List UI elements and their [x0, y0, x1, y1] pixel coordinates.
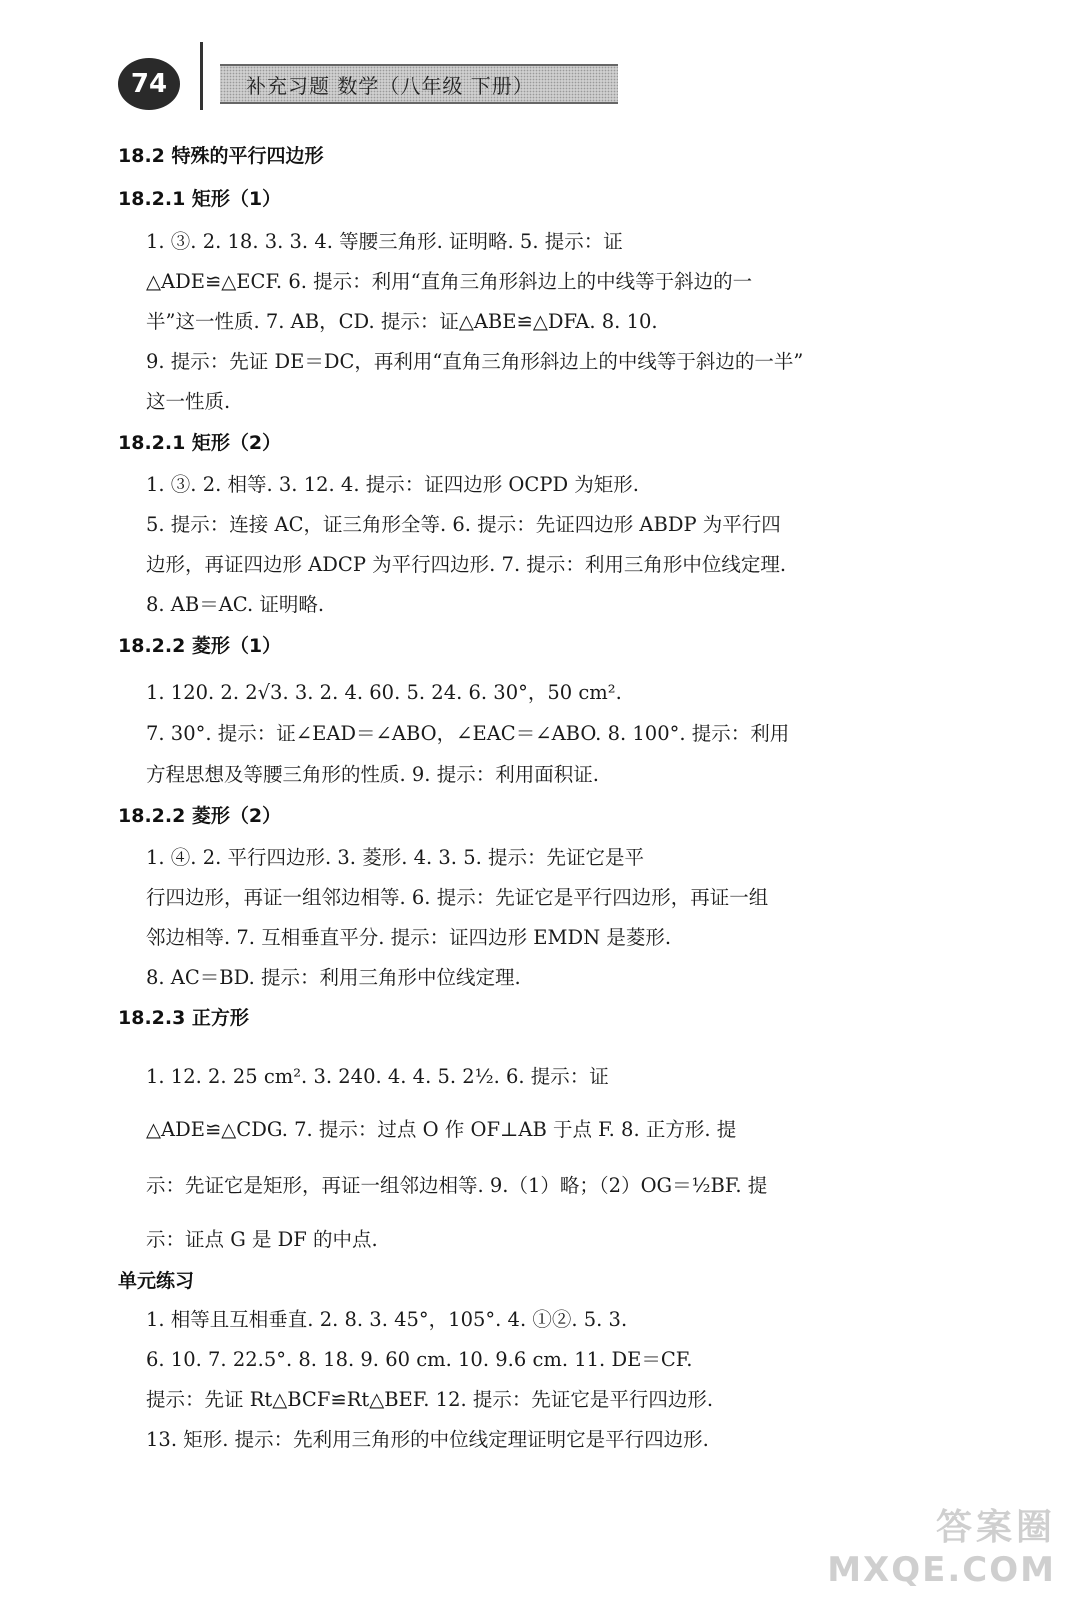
answer-line: 1. ④. 2. 平行四边形. 3. 菱形. 4. 3. 5. 提示：先证它是平: [146, 846, 645, 869]
watermark-logo-text: 答案圈: [935, 1507, 1056, 1548]
section-heading: 18.2.1 矩形（1）: [118, 188, 282, 210]
section-heading: 18.2.1 矩形（2）: [118, 432, 282, 454]
answer-line: 1. ③. 2. 相等. 3. 12. 4. 提示：证四边形 OCPD 为矩形.: [146, 473, 639, 496]
answer-line: 邻边相等. 7. 互相垂直平分. 提示：证四边形 EMDN 是菱形.: [146, 926, 672, 949]
book-title: 补充习题 数学（八年级 下册）: [246, 73, 534, 98]
answer-line: 边形，再证四边形 ADCP 为平行四边形. 7. 提示：利用三角形中位线定理.: [146, 553, 787, 576]
answer-line: 6. 10. 7. 22.5°. 8. 18. 9. 60 cm. 10. 9.6 cm. 11. DE＝CF.: [146, 1348, 693, 1371]
watermark: [827, 1499, 1056, 1590]
answer-line: 5. 提示：连接 AC，证三角形全等. 6. 提示：先证四边形 ABDP 为平行四: [146, 513, 781, 536]
answer-line: 示：先证它是矩形，再证一组邻边相等. 9.（1）略；（2）OG＝½BF. 提: [146, 1174, 768, 1197]
header-divider: [200, 42, 203, 110]
book-title-band: [220, 64, 618, 104]
answer-line: 这一性质.: [146, 390, 231, 413]
section-heading: 单元练习: [118, 1270, 195, 1292]
answer-line: 方程思想及等腰三角形的性质. 9. 提示：利用面积证.: [146, 763, 599, 786]
answer-line: 提示：先证 Rt△BCF≌Rt△BEF. 12. 提示：先证它是平行四边形.: [146, 1388, 714, 1411]
answer-line: △ADE≌△CDG. 7. 提示：过点 O 作 OF⊥AB 于点 F. 8. 正方形. 提: [146, 1118, 737, 1141]
answer-line: 8. AC＝BD. 提示：利用三角形中位线定理.: [146, 966, 521, 989]
section-heading: 18.2.2 菱形（1）: [118, 635, 282, 657]
page-number: 74: [130, 69, 168, 99]
answer-line: 1. 120. 2. 2√3. 3. 2. 4. 60. 5. 24. 6. 30°，50 cm².: [146, 681, 622, 704]
answer-line: 7. 30°. 提示：证∠EAD＝∠ABO，∠EAC＝∠ABO. 8. 100°. 提示：利用: [146, 722, 790, 745]
answer-line: 示：证点 G 是 DF 的中点.: [146, 1228, 378, 1251]
page-number-badge: [118, 58, 180, 110]
section-heading: 18.2 特殊的平行四边形: [118, 145, 324, 167]
watermark-url: MXQE.COM: [827, 1550, 1056, 1590]
answer-line: 13. 矩形. 提示：先利用三角形的中位线定理证明它是平行四边形.: [146, 1428, 709, 1451]
answer-line: 1. 相等且互相垂直. 2. 8. 3. 45°，105°. 4. ①②. 5. 3.: [146, 1308, 628, 1331]
section-heading: 18.2.3 正方形: [118, 1007, 249, 1029]
section-heading: 18.2.2 菱形（2）: [118, 805, 282, 827]
answer-line: 行四边形，再证一组邻边相等. 6. 提示：先证它是平行四边形，再证一组: [146, 886, 769, 909]
answer-line: △ADE≌△ECF. 6. 提示：利用“直角三角形斜边上的中线等于斜边的一: [146, 270, 753, 293]
answer-line: 1. 12. 2. 25 cm². 3. 240. 4. 4. 5. 2½. 6. 提示：证: [146, 1065, 609, 1088]
answer-line: 半”这一性质. 7. AB，CD. 提示：证△ABE≌△DFA. 8. 10.: [146, 310, 658, 333]
answer-line: 8. AB＝AC. 证明略.: [146, 593, 325, 616]
answer-line: 1. ③. 2. 18. 3. 3. 4. 等腰三角形. 证明略. 5. 提示：证: [146, 230, 623, 253]
answer-line: 9. 提示：先证 DE＝DC，再利用“直角三角形斜边上的中线等于斜边的一半”: [146, 350, 804, 373]
